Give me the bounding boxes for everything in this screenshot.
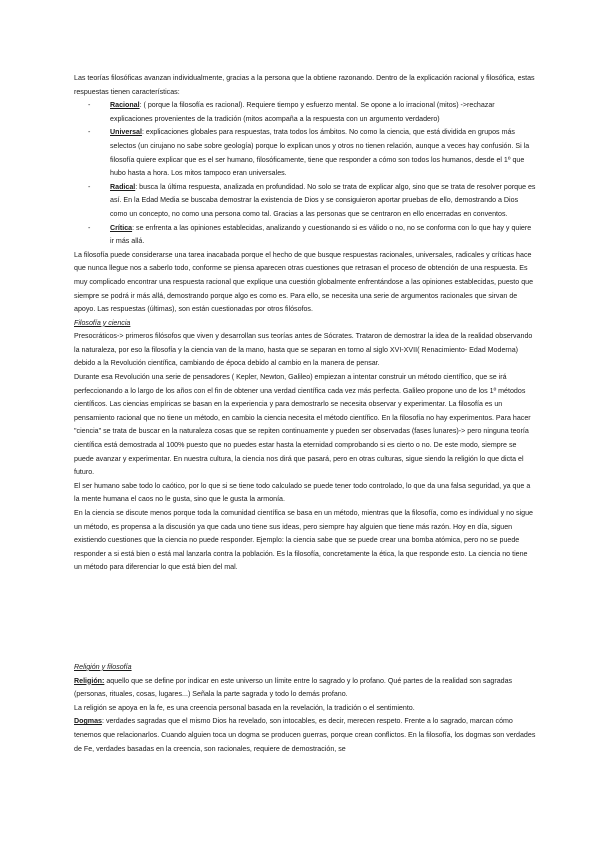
paragraph-inacabada: La filosofía puede considerarse una tarea inacabada porque el hecho de que busque respuestas racionales, universales, radicales y críticas hace que nunca llegue nos a saberlo todo, conforme se piensa aparecen otras cuestiones que retrasan el proceso de obtención de una respuesta. Es muy complicado encontrar una respuesta racional que explique una cuestión globalmente enfrentándose a las opiniones establecidas, puesto que siempre se podrá ir más allá, demostrando porque algo es como es. Para ello, se necesita una serie de argumentos racionales que sirvan de apoyo. Las respuestas (últimas), son están cuestionadas por otros filósofos. (74, 250, 534, 314)
term-text: : se enfrenta a las opiniones establecidas, analizando y cuestionando si es válido o no, no se conforma con lo que hay y quiere ir más allá. (110, 223, 532, 246)
bullet-dash-icon: - (88, 128, 91, 137)
bullet-dash-icon: - (88, 101, 91, 110)
list-item (74, 126, 536, 180)
paragraph: Durante esa Revolución una serie de pensadores ( Kepler, Newton, Galileo) empiezan a intentar construir un método científico, que se irá perfeccionando a lo largo de los años con el fin de obtener una verdad científica cada vez más perfecta. Galileo propone uno de los 1º métodos científicos. Las ciencias empíricas se basan en la experiencia y para demostrarlo se necesita observar y experimentar. La filosofía es un pensamiento racional que no tiene un método, en cambio la ciencia necesita el método científico. En la filosofía no hay experimentos. Para hacer "ciencia" se trata de buscar en la naturaleza cosas que se repiten continuamente y pueden ser observadas (fases lunares)-> pero ninguna teoría científica está demostrada al 100% puesto que no puedes estar hasta la eternidad comprobando si es cierto o no. De este modo, siempre se puede avanzar y experimentar. En nuestra cultura, la ciencia nos dirá que pasará, pero en otras culturas, sigue siendo la religión lo que dicta el futuro. (74, 373, 531, 477)
dogmas-definition: : verdades sagradas que el mismo Dios ha revelado, son intocables, es decir, merecen respeto. Frente a lo sagrado, marcan cómo tenemos que relacionarlos. Cuando alguien toca un dogma se producen guerras, porque crean conflictos. En la filosofía, los dogmas son verdades de Fe, verdades basadas en la creencia, son racionales, requiere de demostración, se (74, 717, 536, 753)
term-radical: Radical (110, 182, 136, 191)
paragraph: El ser humano sabe todo lo caótico, por lo que si se tiene todo calculado se puede tener todo controlado, lo que da una falsa seguridad, ya que a la mente humana el caos no le gusta, sino que le gusta la armonía. (74, 481, 531, 504)
term-universal: Universal (110, 128, 142, 137)
religion-definition: aquello que se define por indicar en este universo un límite entre lo sagrado y lo profano. Qué partes de la realidad son sagradas (personas, rituales, cosas, lugares...) Señala la parte sagrada y todo lo demás profano. (74, 676, 513, 699)
paragraph: La religión se apoya en la fe, es una creencia personal basada en la revelación, la tradición o el sentimiento. (74, 703, 415, 712)
blank-space (74, 575, 536, 661)
term-text: : busca la última respuesta, analizada en profundidad. No solo se trata de explicar algo, sino que se trata de resolver porque es así. En la Edad Media se buscaba demostrar la existencia de Dios y se consiguieron aportar pruebas de ello, demostrando a Dios como un concepto, no como una persona como tal. Gracias a las personas que se centraron en ello encerradas en conventos. (110, 182, 536, 218)
document-page (74, 72, 536, 756)
list-item (74, 222, 536, 249)
list-item (74, 99, 536, 126)
bullet-dash-icon: - (88, 182, 91, 191)
term-religion: Religión: (74, 676, 105, 685)
bullet-dash-icon: - (88, 223, 91, 232)
term-dogmas: Dogmas (74, 717, 102, 726)
term-text: : ( porque la filosofía es racional). Requiere tiempo y esfuerzo mental. Se opone a lo irracional (mitos) ->rechazar explicaciones provenientes de la tradición (mitos acompaña a la respuesta con un argumento verdadero) (110, 101, 495, 123)
term-critica: Crítica (110, 223, 133, 232)
term-racional: Racional (110, 101, 140, 110)
paragraph-dogmas (74, 715, 536, 756)
section-heading-filosofia-ciencia: Filosofía y ciencia (74, 318, 131, 327)
paragraph: En la ciencia se discute menos porque toda la comunidad científica se basa en un método, mientras que la filosofía, como es individual y no sigue un método, es propensa a la discusión ya que cada uno tiene sus ideas, pero siempre hay alguien que tiene más razón. Hoy en día, siguen existiendo cuestiones que la ciencia no puede responder. Ejemplo: la ciencia sabe que se puede crear una bomba atómica, pero no se puede responder a si está bien o está mal lanzarla contra la población. Es la filosofía, concretamente la ética, la que responde esto. La ciencia no tiene un método para diferenciar lo que está bien del mal. (74, 509, 533, 572)
section-heading-religion-filosofia: Religión y filosofía (74, 662, 132, 671)
intro-paragraph: Las teorías filosóficas avanzan individualmente, gracias a la persona que la obtiene razonando. Dentro de la explicación racional y filosófica, estas respuestas tienen características: (74, 74, 535, 96)
characteristics-list (74, 99, 536, 249)
paragraph-religion (74, 675, 536, 702)
term-text: : explicaciones globales para respuestas, trata todos los ámbitos. No como la ciencia, que está dividida en grupos más selectos (un cirujano no sabe sobre geología) porque lo explican unos y otros no tienen relación, aunque a veces hay confusión. Si la filosofía quiere explicar que es el ser humano, filosóficamente, tiene que responder a cómo son todos los humanos, desde el 1º que hubo hasta a hora. Los mitos tampoco eran universales. (110, 128, 530, 178)
list-item (74, 181, 536, 222)
paragraph: Presocráticos-> primeros filósofos que viven y desarrollan sus teorías antes de Sócrates. Trataron de demostrar la idea de la realidad observando la naturaleza, por eso la filosofía y la ciencia van de la mano, hasta que se separan en torno al siglo XVI-XVII( Renacimiento- Edad Moderna) debido a la Revolución científica, cambiando de época debido al cambio en la manera de pensar. (74, 332, 533, 368)
